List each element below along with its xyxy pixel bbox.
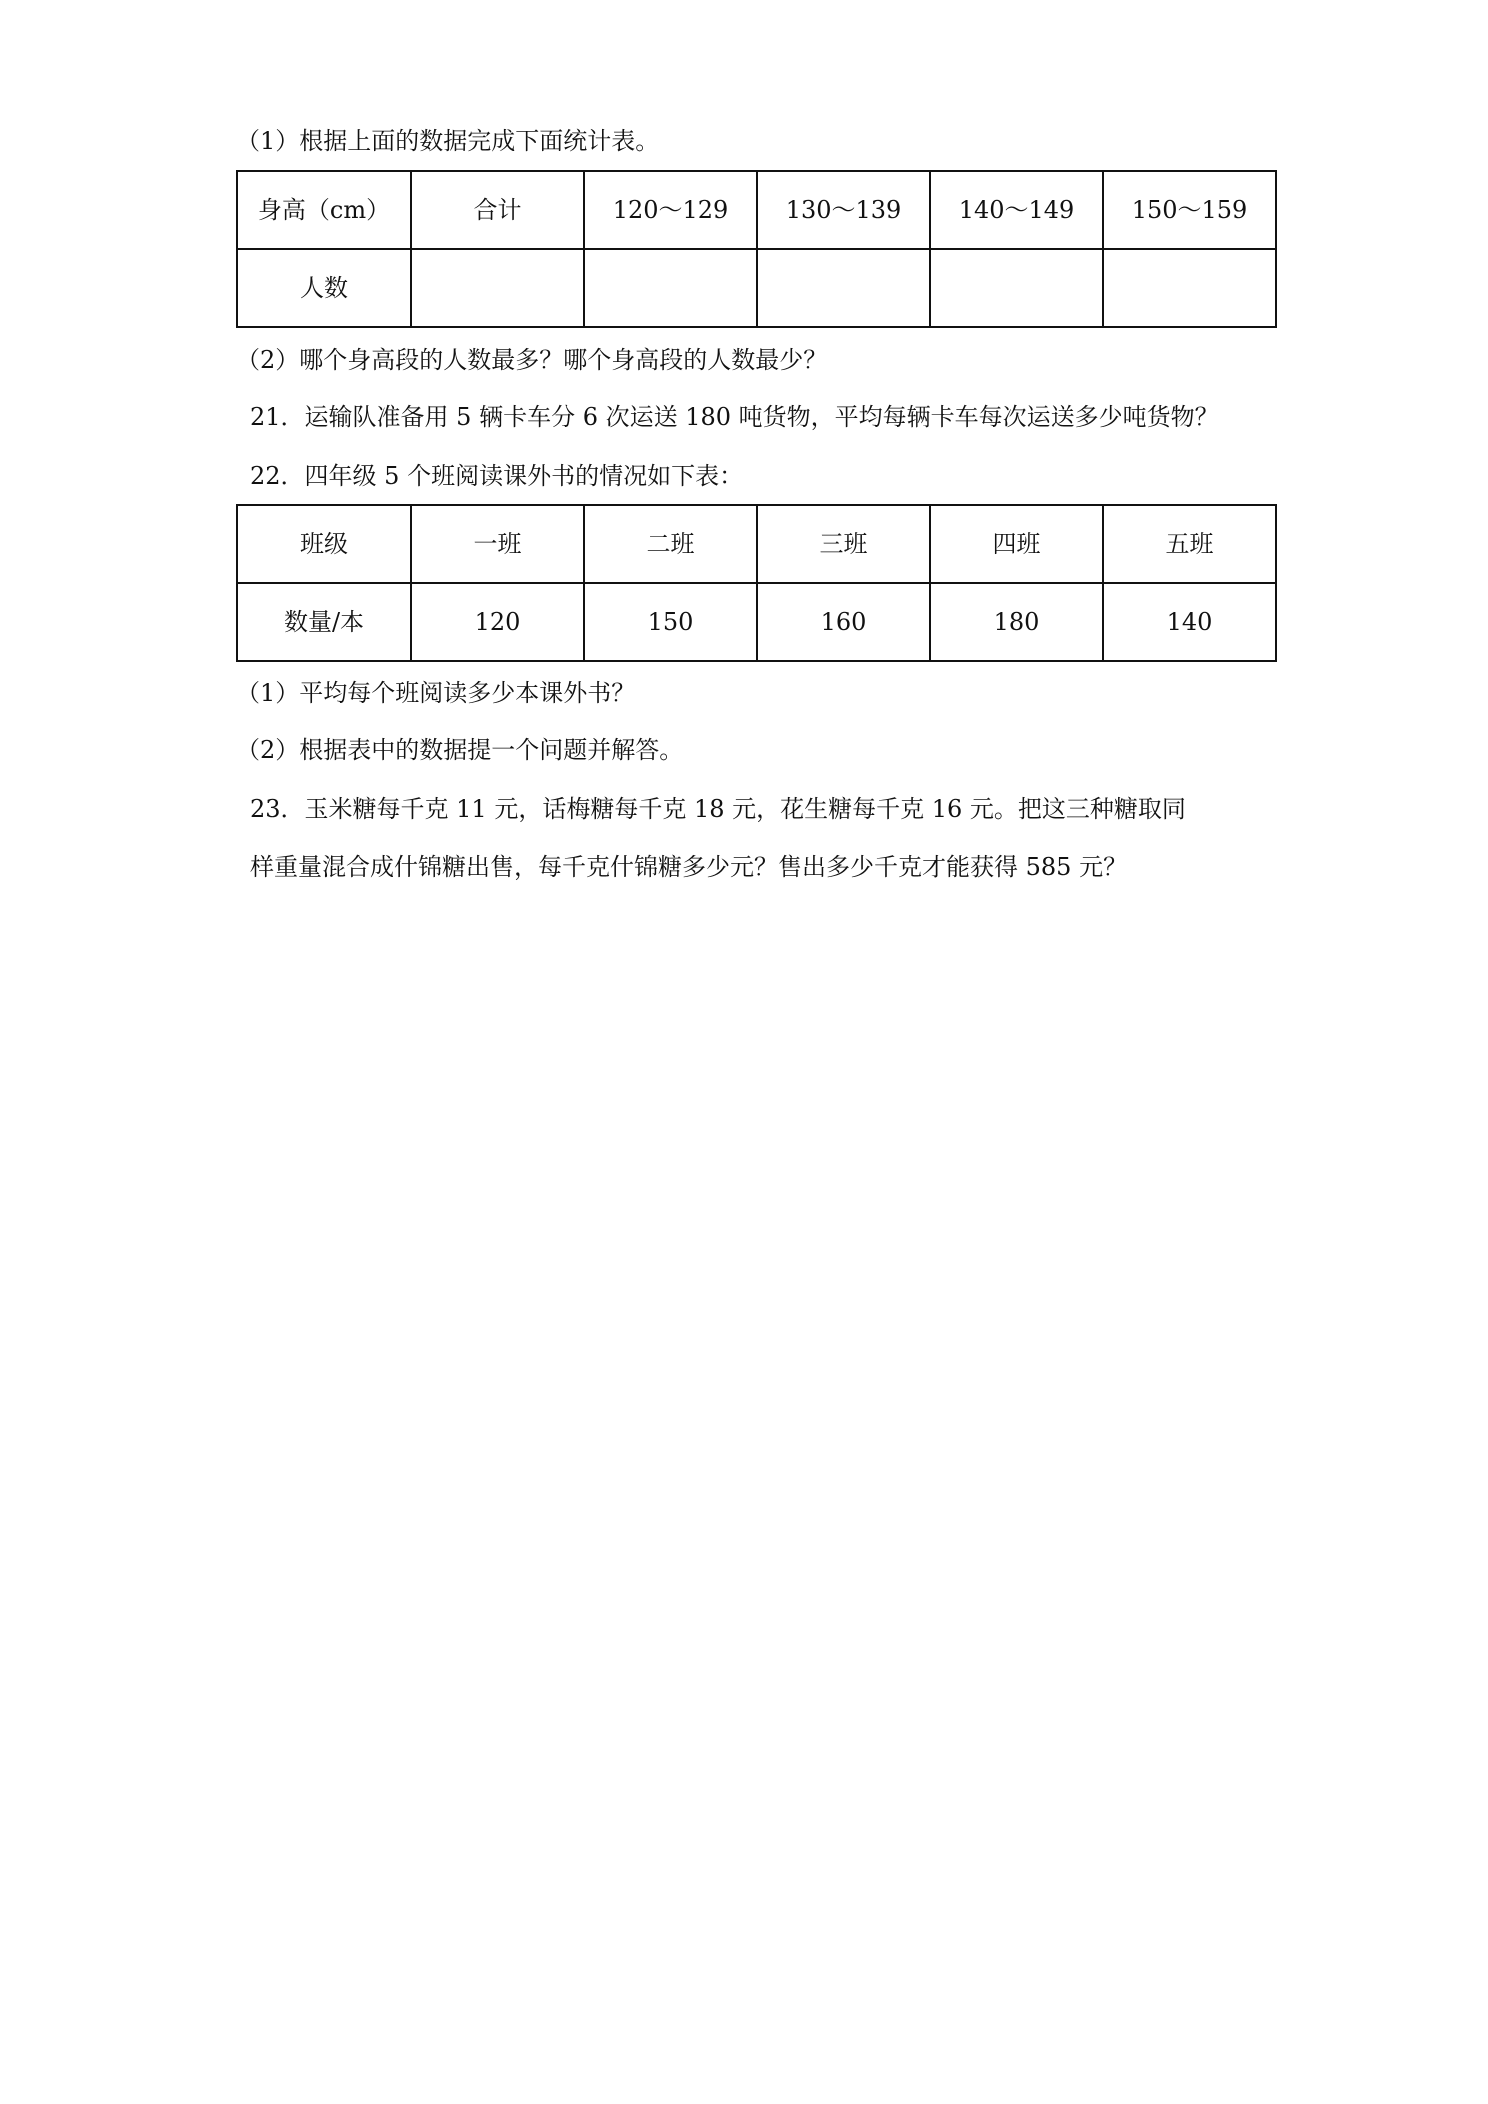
table-row (237, 171, 1276, 249)
height-statistics-table (236, 170, 1277, 328)
table-cell (757, 249, 930, 327)
question-21: 21．运输队准备用 5 辆卡车分 6 次运送 180 吨货物，平均每辆卡车每次运送多少吨货物？ (250, 403, 1219, 431)
table-cell: 身高（cm） (237, 171, 411, 249)
table-cell (1103, 249, 1276, 327)
table-cell: 一班 (411, 505, 584, 583)
table-cell: 五班 (1103, 505, 1276, 583)
table-cell: 三班 (757, 505, 930, 583)
table-row (237, 583, 1276, 661)
table-cell: 人数 (237, 249, 411, 327)
table-cell: 合计 (411, 171, 584, 249)
table-row (237, 249, 1276, 327)
question-20-part-2: （2）哪个身高段的人数最多？哪个身高段的人数最少？ (236, 346, 828, 374)
table-cell: 140～149 (930, 171, 1103, 249)
table-cell (930, 249, 1103, 327)
question-22-part-2: （2）根据表中的数据提一个问题并解答。 (236, 736, 684, 764)
table-cell: 二班 (584, 505, 757, 583)
question-20-part-1: （1）根据上面的数据完成下面统计表。 (236, 127, 660, 155)
table-cell: 180 (930, 583, 1103, 661)
table-cell: 140 (1103, 583, 1276, 661)
table-cell: 150 (584, 583, 757, 661)
table-cell (584, 249, 757, 327)
question-22-part-1: （1）平均每个班阅读多少本课外书？ (236, 679, 636, 707)
question-23-line-1: 23．玉米糖每千克 11 元，话梅糖每千克 18 元，花生糖每千克 16 元。把这三种糖取同 (250, 795, 1186, 823)
table-cell: 数量/本 (237, 583, 411, 661)
class-reading-table (236, 504, 1277, 662)
table-cell: 四班 (930, 505, 1103, 583)
table-cell: 150～159 (1103, 171, 1276, 249)
table-cell: 160 (757, 583, 930, 661)
table-cell: 130～139 (757, 171, 930, 249)
table-cell: 班级 (237, 505, 411, 583)
table-cell (411, 249, 584, 327)
table-cell: 120 (411, 583, 584, 661)
table-cell: 120～129 (584, 171, 757, 249)
question-22: 22．四年级 5 个班阅读课外书的情况如下表： (250, 462, 744, 490)
table-row (237, 505, 1276, 583)
question-23-line-2: 样重量混合成什锦糖出售，每千克什锦糖多少元？售出多少千克才能获得 585 元？ (250, 853, 1128, 881)
